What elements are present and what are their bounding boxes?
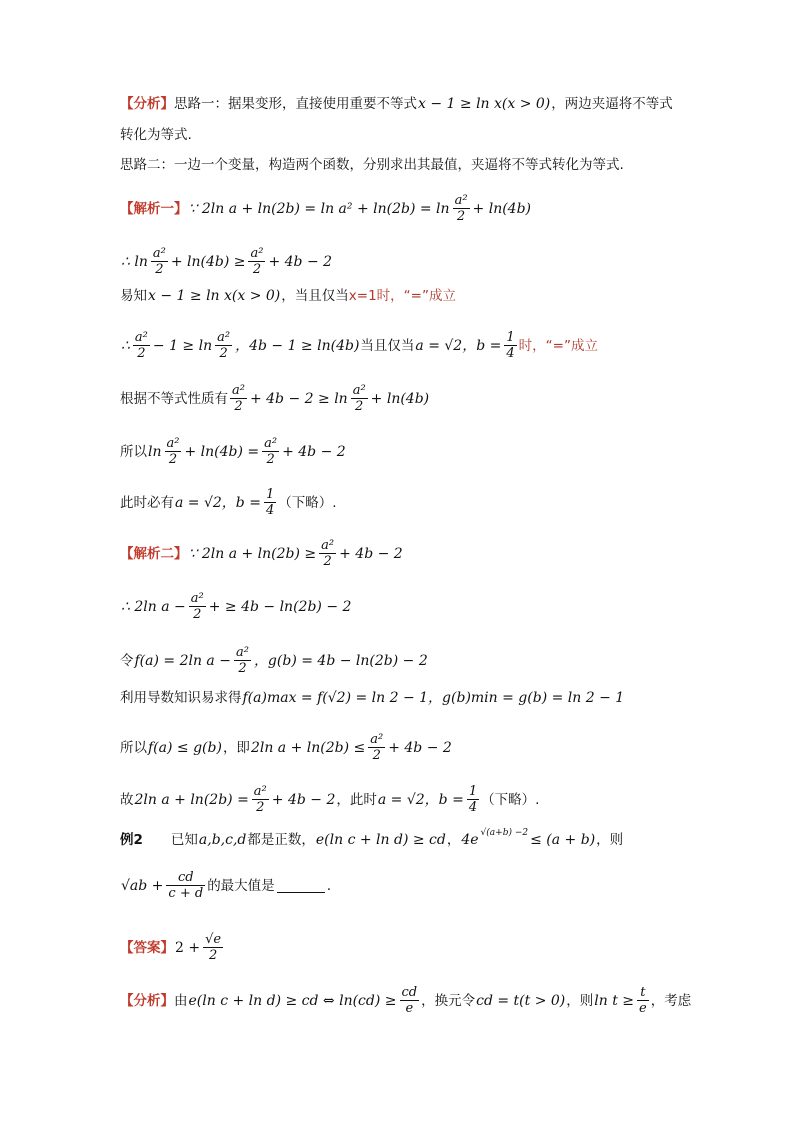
fraction: $\frac{\text{a²}}{2}$ bbox=[232, 383, 245, 414]
text: 根据不等式性质有 bbox=[120, 390, 228, 407]
text: ，则 bbox=[566, 992, 594, 1009]
math-expr: − 1 ≥ ln bbox=[152, 337, 213, 354]
math-expr: + ln(4b) ≥ bbox=[170, 253, 246, 270]
math-expr: a = √2，b = bbox=[175, 494, 261, 511]
text: ， bbox=[446, 832, 461, 848]
solution1-line3 bbox=[120, 286, 456, 306]
text: ，即 bbox=[222, 739, 250, 756]
math-expr: + 4b − 2 ≥ ln bbox=[249, 390, 348, 407]
analysis-text: ，两边夹逼将不等式 bbox=[551, 96, 673, 112]
fraction: $\frac{\text{a²}}{2}$ bbox=[152, 246, 166, 277]
text: 令 bbox=[120, 652, 134, 669]
text: ，换元令 bbox=[421, 992, 476, 1009]
math-expr: ln t ≥ bbox=[594, 992, 635, 1009]
solution1-line1 bbox=[120, 193, 532, 224]
fraction: $\frac{1}{4}$ bbox=[468, 784, 478, 815]
math-expr: ≤ (a + b) bbox=[530, 832, 596, 848]
math-expr: e(ln c + ln d) ≥ cd bbox=[315, 832, 446, 848]
fraction: $\frac{1}{4}$ bbox=[506, 330, 515, 361]
equality-condition: 时，“=”成立 bbox=[518, 337, 598, 354]
fraction: $\frac{1}{4}$ bbox=[265, 487, 275, 518]
solution1-line5 bbox=[120, 383, 430, 414]
solution2-line5 bbox=[120, 732, 453, 763]
solution1-line6 bbox=[120, 436, 347, 467]
text: 所以 bbox=[120, 739, 147, 756]
example2-line1 bbox=[120, 830, 623, 850]
text: 此时必有 bbox=[120, 494, 174, 511]
solution2-line1 bbox=[120, 538, 404, 569]
text: （下略）. bbox=[481, 791, 540, 808]
analysis1-line1 bbox=[120, 94, 673, 114]
text: ，考虑 bbox=[650, 992, 692, 1009]
fraction: $\frac{\text{a²}}{2}$ bbox=[370, 732, 384, 763]
math-expr: + 4b − 2 bbox=[282, 443, 346, 460]
math-expr: √ab + bbox=[121, 877, 164, 894]
fraction: $\frac{\text{a²}}{2}$ bbox=[253, 784, 267, 815]
fraction: $\frac{\text{a²}}{2}$ bbox=[454, 193, 468, 224]
fraction: $\frac{√e}{2}$ bbox=[205, 932, 222, 963]
math-expr: f(a)max = f(√2) = ln 2 − 1，g(b)min = g(b) = ln 2 − 1 bbox=[242, 690, 625, 706]
text: ，此时 bbox=[336, 791, 377, 808]
analysis1-line2 bbox=[120, 125, 192, 145]
text: 已知 bbox=[170, 832, 198, 848]
math-expr: 4e bbox=[461, 832, 479, 848]
fraction: $\frac{\text{a²}}{2}$ bbox=[352, 383, 366, 414]
math-expr: x − 1 ≥ ln x(x > 0) bbox=[148, 288, 281, 304]
math-expr: + ≥ 4b − ln(2b) − 2 bbox=[208, 598, 352, 615]
analysis2-line bbox=[120, 985, 691, 1016]
math-expr: ∵ 2ln a + ln(2b) = ln a² + ln(2b) = ln bbox=[188, 200, 450, 217]
solution1-line2 bbox=[120, 246, 333, 277]
math-expr: 2ln a + ln(2b) ≤ bbox=[250, 739, 366, 756]
math-expr: a = √2，b = bbox=[415, 337, 502, 354]
fraction: $\frac{\text{a²}}{2}$ bbox=[190, 591, 204, 622]
math-expr: a,b,c,d bbox=[198, 832, 247, 848]
math-expr: + 4b − 2 bbox=[339, 545, 403, 562]
math-expr: ，g(b) = 4b − ln(2b) − 2 bbox=[253, 652, 428, 669]
analysis1-line3 bbox=[120, 155, 624, 175]
text: 由 bbox=[174, 992, 188, 1009]
text: . bbox=[326, 877, 331, 894]
math-expr: ∴ bbox=[121, 337, 130, 354]
solution1-label: 【解析一】 bbox=[120, 200, 188, 217]
text: 当且仅当 bbox=[360, 337, 415, 354]
fraction: $\frac{cd}{c + d}$ bbox=[168, 870, 204, 901]
math-expr: 2 + bbox=[175, 939, 201, 956]
fraction: $\frac{\text{a²}}{2}$ bbox=[250, 246, 264, 277]
math-expr: ∵ 2ln a + ln(2b) ≥ bbox=[188, 545, 317, 562]
text: 故 bbox=[120, 791, 134, 808]
example2-line2 bbox=[120, 870, 331, 901]
text: 的最大值是 bbox=[207, 877, 275, 894]
math-expr: ，4b − 1 ≥ ln(4b) bbox=[235, 337, 360, 354]
solution2-line2 bbox=[120, 591, 352, 622]
text: ，则 bbox=[596, 832, 624, 848]
math-expr: 2ln a + ln(2b) = bbox=[134, 791, 249, 808]
fraction: $\frac{\text{a²}}{2}$ bbox=[134, 330, 148, 361]
solution2-line4 bbox=[120, 688, 625, 708]
solution1-line7 bbox=[120, 487, 337, 518]
analysis-text: 思路一：据果变形，直接使用重要不等式 bbox=[174, 96, 417, 112]
text: 都是正数， bbox=[247, 832, 315, 848]
math-expr: + ln(4b) bbox=[472, 200, 531, 217]
analysis-text: 思路二：一边一个变量，构造两个函数，分别求出其最值，夹逼将不等式转化为等式. bbox=[120, 157, 624, 173]
analysis-label: 【分析】 bbox=[120, 96, 174, 112]
math-expr: + 4b − 2 bbox=[271, 791, 336, 808]
math-expr: + ln(4b) bbox=[370, 390, 430, 407]
math-expr: a = √2，b = bbox=[377, 791, 464, 808]
math-expr: ∴ ln bbox=[121, 253, 148, 270]
text: ，当且仅当 bbox=[281, 288, 349, 304]
math-exponent: √(a+b) −2 bbox=[480, 828, 529, 838]
text: 所以 bbox=[120, 443, 147, 460]
math-expr: e(ln c + ln d) ≥ cd ⇔ ln(cd) ≥ bbox=[188, 992, 397, 1009]
answer-label: 【答案】 bbox=[120, 939, 174, 956]
math-expr: f(a) = 2ln a − bbox=[134, 652, 231, 669]
solution2-line3 bbox=[120, 645, 429, 676]
solution2-label: 【解析二】 bbox=[120, 545, 188, 562]
answer-blank[interactable] bbox=[277, 878, 325, 893]
fraction: $\frac{\text{a²}}{2}$ bbox=[166, 436, 180, 467]
fraction: $\frac{t}{e}$ bbox=[639, 985, 647, 1016]
analysis-label: 【分析】 bbox=[120, 992, 174, 1009]
math-expr: + ln(4b) = bbox=[184, 443, 260, 460]
fraction: $\frac{\text{a²}}{2}$ bbox=[235, 645, 249, 676]
fraction: $\frac{\text{a²}}{2}$ bbox=[321, 538, 335, 569]
math-inequality: x − 1 ≥ ln x(x > 0) bbox=[418, 96, 551, 112]
math-expr: + 4b − 2 bbox=[268, 253, 333, 270]
fraction: $\frac{cd}{e}$ bbox=[401, 985, 418, 1016]
math-expr: + 4b − 2 bbox=[388, 739, 452, 756]
solution2-line6 bbox=[120, 784, 539, 815]
answer-line bbox=[120, 932, 225, 963]
math-expr: f(a) ≤ g(b) bbox=[148, 739, 222, 756]
math-expr: cd = t(t > 0) bbox=[476, 992, 566, 1009]
analysis-text: 转化为等式. bbox=[120, 127, 192, 143]
equality-condition: x=1时，“=”成立 bbox=[348, 288, 456, 304]
text: 易知 bbox=[120, 288, 147, 304]
math-expr: ln bbox=[148, 443, 162, 460]
math-expr: ∴ 2ln a − bbox=[121, 598, 186, 615]
solution1-line4 bbox=[120, 330, 598, 361]
text: （下略）. bbox=[278, 494, 337, 511]
example-label: 例2 bbox=[120, 832, 143, 848]
fraction: $\frac{\text{a²}}{2}$ bbox=[264, 436, 278, 467]
text: 利用导数知识易求得 bbox=[120, 690, 242, 706]
fraction: $\frac{\text{a²}}{2}$ bbox=[217, 330, 231, 361]
